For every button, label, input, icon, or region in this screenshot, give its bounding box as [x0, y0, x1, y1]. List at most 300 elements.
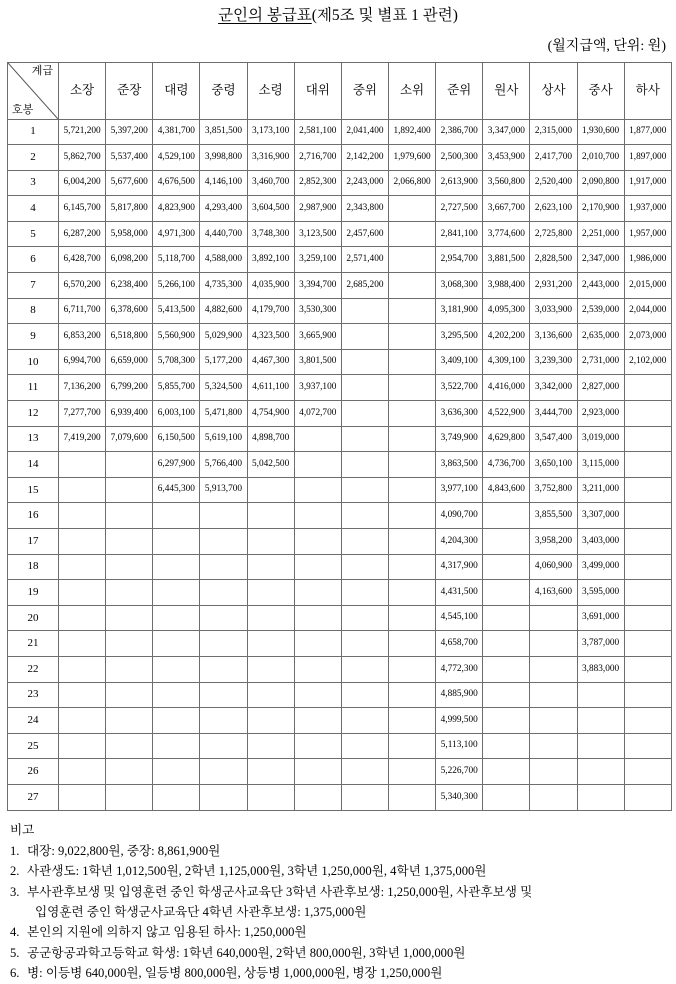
pay-cell-소령: 4,754,900 [247, 401, 294, 427]
pay-cell-중사: 3,307,000 [577, 503, 624, 529]
pay-cell-소령 [247, 759, 294, 785]
pay-cell-중위: 2,571,400 [341, 247, 388, 273]
table-row [8, 529, 672, 555]
pay-cell-상사: 3,444,700 [530, 401, 577, 427]
pay-cell-원사 [483, 682, 530, 708]
pay-cell-중령 [200, 656, 247, 682]
pay-cell-중령: 5,029,900 [200, 324, 247, 350]
pay-cell-소위 [388, 682, 435, 708]
pay-cell-소장 [59, 759, 106, 785]
pay-cell-준위: 2,613,900 [436, 170, 483, 196]
table-row [8, 503, 672, 529]
pay-cell-원사 [483, 529, 530, 555]
pay-cell-원사: 4,629,800 [483, 426, 530, 452]
pay-cell-소위 [388, 477, 435, 503]
pay-cell-원사 [483, 580, 530, 606]
pay-cell-중위 [341, 298, 388, 324]
pay-cell-하사: 2,044,000 [624, 298, 671, 324]
pay-cell-준위: 5,340,300 [436, 784, 483, 810]
pay-cell-원사: 3,774,600 [483, 221, 530, 247]
pay-cell-소장: 6,145,700 [59, 196, 106, 222]
step-number-cell: 27 [8, 784, 59, 810]
pay-cell-준장: 5,397,200 [106, 119, 153, 145]
pay-cell-준위: 4,658,700 [436, 631, 483, 657]
pay-cell-대령 [153, 605, 200, 631]
pay-cell-하사: 1,897,000 [624, 145, 671, 171]
pay-cell-대령: 4,529,100 [153, 145, 200, 171]
pay-cell-대령: 6,445,300 [153, 477, 200, 503]
step-number-cell: 25 [8, 733, 59, 759]
step-number-cell: 8 [8, 298, 59, 324]
pay-cell-상사: 3,342,000 [530, 375, 577, 401]
pay-cell-준위: 4,204,300 [436, 529, 483, 555]
pay-cell-대위: 3,530,300 [294, 298, 341, 324]
pay-cell-중령: 4,293,400 [200, 196, 247, 222]
pay-cell-하사 [624, 656, 671, 682]
pay-cell-중령: 4,735,300 [200, 273, 247, 299]
pay-cell-중위: 2,041,400 [341, 119, 388, 145]
table-row [8, 349, 672, 375]
pay-cell-중사: 2,635,000 [577, 324, 624, 350]
pay-cell-소위 [388, 503, 435, 529]
pay-cell-준위: 3,295,500 [436, 324, 483, 350]
pay-cell-중사 [577, 784, 624, 810]
step-number-cell: 26 [8, 759, 59, 785]
pay-cell-소령: 4,323,500 [247, 324, 294, 350]
pay-cell-중령: 4,440,700 [200, 221, 247, 247]
step-number-cell: 9 [8, 324, 59, 350]
pay-cell-준장: 5,817,800 [106, 196, 153, 222]
pay-cell-중사: 3,115,000 [577, 452, 624, 478]
pay-cell-준위: 2,727,500 [436, 196, 483, 222]
pay-cell-대위 [294, 477, 341, 503]
pay-cell-하사: 1,986,000 [624, 247, 671, 273]
column-header-12: 중사 [577, 62, 624, 119]
pay-cell-중사 [577, 759, 624, 785]
pay-cell-중령: 3,998,800 [200, 145, 247, 171]
remark-text: 병: 이등병 640,000원, 일등병 800,000원, 상등병 1,000,000원, 병장 1,250,000원 [27, 966, 443, 981]
table-row [8, 605, 672, 631]
pay-cell-중령 [200, 631, 247, 657]
pay-cell-준장 [106, 784, 153, 810]
pay-cell-대위 [294, 784, 341, 810]
pay-cell-준위: 5,226,700 [436, 759, 483, 785]
pay-cell-원사: 3,667,700 [483, 196, 530, 222]
pay-cell-대위: 2,716,700 [294, 145, 341, 171]
page-title-suffix: (제5조 및 별표 1 관련) [311, 7, 458, 24]
corner-label-rank: 계급 [31, 64, 53, 77]
step-number-cell: 18 [8, 554, 59, 580]
pay-cell-상사: 2,520,400 [530, 170, 577, 196]
pay-cell-준장: 6,518,800 [106, 324, 153, 350]
pay-cell-소위 [388, 554, 435, 580]
remarks-list [10, 841, 670, 984]
pay-cell-원사: 4,309,100 [483, 349, 530, 375]
pay-cell-대령 [153, 631, 200, 657]
pay-cell-중사: 2,539,000 [577, 298, 624, 324]
pay-cell-하사 [624, 426, 671, 452]
pay-cell-중령: 5,471,800 [200, 401, 247, 427]
pay-cell-중위 [341, 656, 388, 682]
page-title-main: 군인의 봉급표 [218, 7, 312, 24]
pay-cell-중사: 3,403,000 [577, 529, 624, 555]
pay-cell-소령: 4,035,900 [247, 273, 294, 299]
pay-cell-중사: 3,883,000 [577, 656, 624, 682]
pay-cell-중사: 3,691,000 [577, 605, 624, 631]
pay-cell-대령: 5,413,500 [153, 298, 200, 324]
pay-cell-준위: 3,068,300 [436, 273, 483, 299]
pay-cell-대위 [294, 529, 341, 555]
pay-cell-대위: 2,987,900 [294, 196, 341, 222]
pay-cell-소령 [247, 529, 294, 555]
pay-cell-대위: 3,937,100 [294, 375, 341, 401]
pay-cell-원사: 4,522,900 [483, 401, 530, 427]
pay-cell-대위 [294, 682, 341, 708]
table-row [8, 401, 672, 427]
step-number-cell: 16 [8, 503, 59, 529]
pay-cell-중령: 4,588,000 [200, 247, 247, 273]
pay-cell-중령: 5,619,100 [200, 426, 247, 452]
pay-cell-소령 [247, 656, 294, 682]
pay-cell-상사: 4,060,900 [530, 554, 577, 580]
pay-cell-중령 [200, 784, 247, 810]
table-row [8, 759, 672, 785]
pay-cell-대위 [294, 426, 341, 452]
pay-cell-준장 [106, 503, 153, 529]
column-header-2: 준장 [106, 62, 153, 119]
pay-cell-상사 [530, 708, 577, 734]
pay-cell-원사 [483, 733, 530, 759]
pay-cell-상사: 3,239,300 [530, 349, 577, 375]
pay-cell-원사: 4,416,000 [483, 375, 530, 401]
pay-cell-소장: 7,136,200 [59, 375, 106, 401]
pay-cell-하사 [624, 784, 671, 810]
pay-cell-원사 [483, 554, 530, 580]
pay-cell-소위 [388, 580, 435, 606]
pay-cell-하사: 2,102,000 [624, 349, 671, 375]
pay-cell-중사: 2,251,000 [577, 221, 624, 247]
pay-cell-준장: 6,939,400 [106, 401, 153, 427]
remark-item [10, 882, 670, 923]
pay-cell-준위: 2,841,100 [436, 221, 483, 247]
pay-cell-중위: 2,457,600 [341, 221, 388, 247]
pay-cell-소위 [388, 298, 435, 324]
remark-text: 공군항공과학고등학교 학생: 1학년 640,000원, 2학년 800,000원, 3학년 1,000,000원 [27, 945, 466, 960]
step-number-cell: 10 [8, 349, 59, 375]
pay-cell-대위: 2,852,300 [294, 170, 341, 196]
pay-cell-상사 [530, 759, 577, 785]
pay-cell-중령: 5,766,400 [200, 452, 247, 478]
remark-text: 부사관후보생 및 입영훈련 중인 학생군사교육단 3학년 사관후보생: 1,250,000원, 사관후보생 및 입영훈련 중인 학생군사교육단 4학년 사관후보생: 1,375,000원 [27, 882, 670, 923]
pay-cell-대위 [294, 733, 341, 759]
pay-cell-하사 [624, 580, 671, 606]
pay-cell-중위 [341, 503, 388, 529]
pay-cell-상사: 3,547,400 [530, 426, 577, 452]
pay-cell-준장: 6,378,600 [106, 298, 153, 324]
pay-cell-준위: 4,317,900 [436, 554, 483, 580]
pay-cell-소위 [388, 221, 435, 247]
pay-cell-중위 [341, 733, 388, 759]
pay-cell-하사 [624, 682, 671, 708]
pay-cell-준장: 6,659,000 [106, 349, 153, 375]
pay-cell-하사: 1,877,000 [624, 119, 671, 145]
pay-cell-중위: 2,243,000 [341, 170, 388, 196]
pay-cell-준장 [106, 631, 153, 657]
pay-cell-소장: 6,428,700 [59, 247, 106, 273]
pay-cell-소장: 6,711,700 [59, 298, 106, 324]
pay-cell-소장: 7,277,700 [59, 401, 106, 427]
remark-item [10, 841, 670, 861]
pay-cell-대령 [153, 503, 200, 529]
pay-cell-소위 [388, 375, 435, 401]
pay-cell-대령 [153, 759, 200, 785]
pay-cell-원사: 3,453,900 [483, 145, 530, 171]
table-header-row [8, 62, 672, 119]
pay-cell-소장: 7,419,200 [59, 426, 106, 452]
pay-cell-상사: 3,958,200 [530, 529, 577, 555]
column-header-4: 중령 [200, 62, 247, 119]
pay-cell-소장: 6,004,200 [59, 170, 106, 196]
pay-cell-하사: 1,937,000 [624, 196, 671, 222]
pay-cell-준장 [106, 682, 153, 708]
pay-cell-소령: 5,042,500 [247, 452, 294, 478]
pay-cell-하사 [624, 401, 671, 427]
step-number-cell: 5 [8, 221, 59, 247]
pay-cell-중위 [341, 477, 388, 503]
step-number-cell: 13 [8, 426, 59, 452]
pay-cell-소위 [388, 349, 435, 375]
pay-cell-상사: 3,136,600 [530, 324, 577, 350]
pay-cell-상사: 3,855,500 [530, 503, 577, 529]
pay-cell-원사: 3,560,800 [483, 170, 530, 196]
pay-cell-중령 [200, 580, 247, 606]
pay-cell-준장 [106, 656, 153, 682]
pay-cell-대위: 4,072,700 [294, 401, 341, 427]
pay-cell-소위 [388, 759, 435, 785]
pay-cell-원사: 4,095,300 [483, 298, 530, 324]
pay-cell-준장: 7,079,600 [106, 426, 153, 452]
pay-cell-상사: 3,033,900 [530, 298, 577, 324]
pay-cell-소령: 4,898,700 [247, 426, 294, 452]
pay-cell-대위: 3,394,700 [294, 273, 341, 299]
step-number-cell: 20 [8, 605, 59, 631]
pay-cell-준장 [106, 759, 153, 785]
pay-cell-상사 [530, 733, 577, 759]
column-header-9: 준위 [436, 62, 483, 119]
pay-cell-하사 [624, 759, 671, 785]
pay-cell-소령 [247, 733, 294, 759]
pay-cell-소령: 4,179,700 [247, 298, 294, 324]
pay-cell-대위 [294, 631, 341, 657]
pay-cell-소위 [388, 401, 435, 427]
column-header-5: 소령 [247, 62, 294, 119]
pay-cell-중사: 3,499,000 [577, 554, 624, 580]
pay-cell-중사 [577, 708, 624, 734]
table-row [8, 145, 672, 171]
pay-cell-중사: 2,827,000 [577, 375, 624, 401]
pay-cell-소위 [388, 656, 435, 682]
pay-cell-하사 [624, 529, 671, 555]
pay-cell-소위 [388, 529, 435, 555]
pay-cell-상사 [530, 682, 577, 708]
pay-cell-대령 [153, 733, 200, 759]
pay-cell-대위 [294, 759, 341, 785]
pay-cell-중사: 2,443,000 [577, 273, 624, 299]
pay-cell-소령 [247, 605, 294, 631]
pay-cell-소위 [388, 708, 435, 734]
column-header-1: 소장 [59, 62, 106, 119]
step-number-cell: 7 [8, 273, 59, 299]
pay-cell-원사: 4,843,600 [483, 477, 530, 503]
table-row [8, 119, 672, 145]
pay-cell-소령 [247, 503, 294, 529]
pay-cell-소령: 3,460,700 [247, 170, 294, 196]
table-row [8, 170, 672, 196]
remarks-section [6, 820, 670, 984]
pay-cell-중사: 2,090,800 [577, 170, 624, 196]
pay-cell-소장 [59, 529, 106, 555]
pay-cell-중위: 2,142,200 [341, 145, 388, 171]
step-number-cell: 4 [8, 196, 59, 222]
pay-cell-준위: 3,636,300 [436, 401, 483, 427]
pay-cell-준위: 3,522,700 [436, 375, 483, 401]
pay-cell-상사: 2,623,100 [530, 196, 577, 222]
pay-cell-소장: 6,994,700 [59, 349, 106, 375]
table-row [8, 554, 672, 580]
pay-cell-대위: 3,259,100 [294, 247, 341, 273]
pay-cell-중령 [200, 708, 247, 734]
pay-cell-대령: 4,381,700 [153, 119, 200, 145]
pay-cell-상사: 3,650,100 [530, 452, 577, 478]
pay-cell-중사: 3,019,000 [577, 426, 624, 452]
pay-cell-소위 [388, 426, 435, 452]
pay-cell-중령: 5,177,200 [200, 349, 247, 375]
remark-number: 5. [10, 945, 20, 960]
pay-scale-table [7, 62, 672, 811]
pay-cell-소령: 3,173,100 [247, 119, 294, 145]
pay-cell-소장 [59, 682, 106, 708]
pay-cell-중사: 2,731,000 [577, 349, 624, 375]
pay-cell-준장: 6,799,200 [106, 375, 153, 401]
pay-cell-상사: 2,417,700 [530, 145, 577, 171]
page-title [6, 0, 670, 24]
table-row [8, 298, 672, 324]
pay-cell-소장 [59, 503, 106, 529]
pay-cell-상사: 2,725,800 [530, 221, 577, 247]
pay-cell-하사: 2,015,000 [624, 273, 671, 299]
column-header-11: 상사 [530, 62, 577, 119]
step-number-cell: 15 [8, 477, 59, 503]
pay-cell-상사: 2,931,200 [530, 273, 577, 299]
step-number-cell: 17 [8, 529, 59, 555]
pay-cell-원사: 3,347,000 [483, 119, 530, 145]
remark-text-continued: 입영훈련 중인 학생군사교육단 4학년 사관후보생: 1,375,000원 [35, 905, 367, 920]
pay-cell-소장: 5,862,700 [59, 145, 106, 171]
pay-cell-준위: 4,545,100 [436, 605, 483, 631]
pay-cell-소장 [59, 554, 106, 580]
pay-cell-준위: 4,885,900 [436, 682, 483, 708]
pay-cell-소위 [388, 452, 435, 478]
pay-cell-중위 [341, 554, 388, 580]
pay-cell-하사 [624, 605, 671, 631]
remark-item [10, 922, 670, 942]
pay-cell-중위 [341, 682, 388, 708]
pay-cell-중위 [341, 605, 388, 631]
pay-cell-준장 [106, 554, 153, 580]
pay-cell-대령 [153, 554, 200, 580]
pay-cell-중위 [341, 426, 388, 452]
remark-text: 대장: 9,022,800원, 중장: 8,861,900원 [27, 843, 221, 858]
pay-cell-소위 [388, 631, 435, 657]
pay-cell-원사 [483, 784, 530, 810]
pay-cell-중령: 3,851,500 [200, 119, 247, 145]
pay-cell-준위: 2,954,700 [436, 247, 483, 273]
pay-cell-소령 [247, 682, 294, 708]
pay-cell-상사 [530, 631, 577, 657]
table-row [8, 324, 672, 350]
pay-cell-대령: 6,297,900 [153, 452, 200, 478]
pay-cell-대위: 3,801,500 [294, 349, 341, 375]
table-row [8, 784, 672, 810]
pay-cell-상사: 2,315,000 [530, 119, 577, 145]
pay-cell-중위 [341, 631, 388, 657]
remark-text: 사관생도: 1학년 1,012,500원, 2학년 1,125,000원, 3학년 1,250,000원, 4학년 1,375,000원 [27, 864, 487, 879]
pay-cell-하사 [624, 554, 671, 580]
pay-cell-소장 [59, 580, 106, 606]
pay-cell-대령 [153, 656, 200, 682]
pay-cell-대령: 5,266,100 [153, 273, 200, 299]
pay-cell-중위 [341, 324, 388, 350]
column-header-7: 중위 [341, 62, 388, 119]
pay-cell-소장 [59, 605, 106, 631]
step-number-cell: 11 [8, 375, 59, 401]
step-number-cell: 3 [8, 170, 59, 196]
pay-cell-소위 [388, 247, 435, 273]
remark-text: 본인의 지원에 의하지 않고 임용된 하사: 1,250,000원 [27, 925, 307, 940]
pay-cell-상사 [530, 784, 577, 810]
pay-cell-준위: 4,431,500 [436, 580, 483, 606]
step-number-cell: 2 [8, 145, 59, 171]
pay-cell-하사 [624, 733, 671, 759]
pay-cell-준위: 2,500,300 [436, 145, 483, 171]
table-row [8, 631, 672, 657]
pay-cell-상사: 3,752,800 [530, 477, 577, 503]
pay-cell-준장: 6,098,200 [106, 247, 153, 273]
pay-cell-소위 [388, 733, 435, 759]
pay-cell-대령 [153, 682, 200, 708]
pay-cell-준장: 5,677,600 [106, 170, 153, 196]
pay-cell-대령: 5,708,300 [153, 349, 200, 375]
pay-cell-원사: 3,988,400 [483, 273, 530, 299]
pay-cell-하사 [624, 477, 671, 503]
step-number-cell: 14 [8, 452, 59, 478]
pay-cell-준위: 2,386,700 [436, 119, 483, 145]
pay-cell-소장 [59, 708, 106, 734]
pay-cell-중령 [200, 682, 247, 708]
pay-cell-대위 [294, 452, 341, 478]
pay-cell-원사: 3,881,500 [483, 247, 530, 273]
remarks-heading: 비고 [10, 822, 35, 837]
column-header-3: 대령 [153, 62, 200, 119]
pay-cell-소위 [388, 784, 435, 810]
pay-cell-중령 [200, 503, 247, 529]
pay-cell-하사: 2,073,000 [624, 324, 671, 350]
step-number-cell: 19 [8, 580, 59, 606]
pay-cell-중사: 2,170,900 [577, 196, 624, 222]
pay-cell-준장 [106, 605, 153, 631]
pay-cell-중위 [341, 708, 388, 734]
pay-cell-중위 [341, 401, 388, 427]
